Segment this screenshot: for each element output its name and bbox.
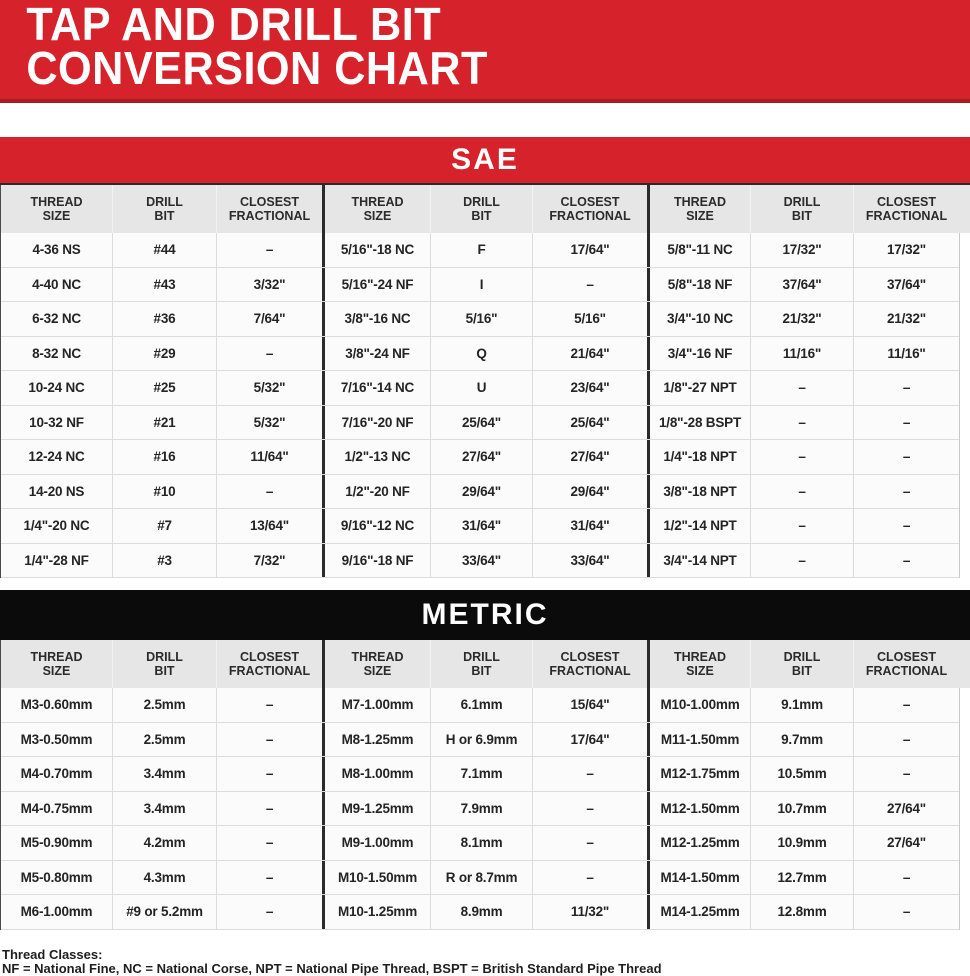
table-cell: – xyxy=(853,723,959,757)
table-cell: M4-0.75mm xyxy=(20,800,93,816)
table-cell: 1/2"-14 NPT xyxy=(647,509,750,543)
table-cell: 33/64" xyxy=(532,544,647,578)
table-cell: #7 xyxy=(112,509,216,543)
table-cell: 4.3mm xyxy=(112,861,216,895)
table-cell: #36 xyxy=(112,302,216,336)
column-header-closest-fractional: CLOSEST FRACTIONAL xyxy=(532,640,647,688)
section-header-metric xyxy=(0,590,970,640)
table-cell: 5/8"-11 NC xyxy=(647,233,750,267)
table-cell: 3/8"-18 NPT xyxy=(647,475,750,509)
table-cell: – xyxy=(216,895,322,929)
table-cell: 12.7mm xyxy=(750,861,853,895)
table-cell: 10.5mm xyxy=(750,757,853,791)
footnote-heading: Thread Classes: xyxy=(2,947,103,962)
table-cell: 3/32" xyxy=(216,268,322,302)
table-row xyxy=(1,826,959,861)
header-right-extension xyxy=(958,185,970,233)
column-header-drill-bit: DRILL BIT xyxy=(112,640,216,688)
table-cell: – xyxy=(750,406,853,440)
table-cell: – xyxy=(853,406,959,440)
column-header-thread-size: THREAD SIZE xyxy=(322,640,430,688)
table-cell: R or 8.7mm xyxy=(430,861,532,895)
table-cell: 11/64" xyxy=(216,440,322,474)
table-cell: 1/4"-18 NPT xyxy=(647,440,750,474)
table-cell: #3 xyxy=(112,544,216,578)
table-cell: M9-1.00mm xyxy=(322,826,430,860)
table-cell: M10-1.25mm xyxy=(322,895,430,929)
table-cell: 8.9mm xyxy=(430,895,532,929)
table-cell: 3/4"-16 NF xyxy=(647,337,750,371)
table-cell: M12-1.50mm xyxy=(647,792,750,826)
table-cell: – xyxy=(216,688,322,722)
table-cell: 1/2"-13 NC xyxy=(322,440,430,474)
table-row xyxy=(1,302,959,337)
table-cell: M8-1.25mm xyxy=(322,723,430,757)
table-cell: 7.1mm xyxy=(430,757,532,791)
header-right-extension xyxy=(958,640,970,688)
table-cell: 31/64" xyxy=(532,509,647,543)
column-header-thread-size: THREAD SIZE xyxy=(647,640,750,688)
table-cell: 1/2"-20 NF xyxy=(322,475,430,509)
table-cell: – xyxy=(853,371,959,405)
table-cell: #43 xyxy=(112,268,216,302)
table-cell: 5/32" xyxy=(216,371,322,405)
table-cell: M5-0.80mm xyxy=(20,869,93,885)
table-cell: 5/8"-18 NF xyxy=(647,268,750,302)
table-cell: M9-1.25mm xyxy=(322,792,430,826)
table-cell: M4-0.70mm xyxy=(20,766,93,782)
table-cell: 12.8mm xyxy=(750,895,853,929)
table-cell: 17/32" xyxy=(750,233,853,267)
table-cell: M10-1.00mm xyxy=(647,688,750,722)
table-cell: – xyxy=(216,233,322,267)
table-cell: 10-32 NF xyxy=(29,414,84,430)
table-cell: 17/64" xyxy=(532,233,647,267)
table-cell: 11/32" xyxy=(532,895,647,929)
table-cell: 25/64" xyxy=(532,406,647,440)
table-cell: Q xyxy=(430,337,532,371)
table-cell: M3-0.60mm xyxy=(20,697,93,713)
table-cell: 1/8"-28 BSPT xyxy=(647,406,750,440)
table-row xyxy=(1,268,959,303)
table-cell: – xyxy=(853,688,959,722)
table-cell: – xyxy=(216,475,322,509)
table-cell: 29/64" xyxy=(532,475,647,509)
table-cell: M11-1.50mm xyxy=(647,723,750,757)
table-cell: M5-0.90mm xyxy=(20,835,93,851)
table-row xyxy=(1,544,959,579)
column-header-closest-fractional: CLOSEST FRACTIONAL xyxy=(216,185,322,233)
table-cell: M14-1.25mm xyxy=(647,895,750,929)
table-cell: #25 xyxy=(112,371,216,405)
table-cell: 7/16"-14 NC xyxy=(322,371,430,405)
table-cell: 9/16"-18 NF xyxy=(322,544,430,578)
table-cell: 1/4"-28 NF xyxy=(24,552,89,568)
table-cell: 37/64" xyxy=(853,268,959,302)
column-header-drill-bit: DRILL BIT xyxy=(750,640,853,688)
page-title xyxy=(0,0,912,94)
table-cell: – xyxy=(532,757,647,791)
footnote-definitions: NF = National Fine, NC = National Corse, NPT = National Pipe Thread, BSPT = British Standard Pipe Thread xyxy=(2,961,662,976)
table-cell: 23/64" xyxy=(532,371,647,405)
table-cell: #16 xyxy=(112,440,216,474)
column-header-drill-bit: DRILL BIT xyxy=(430,640,532,688)
table-cell: M6-1.00mm xyxy=(20,904,93,920)
table-cell: 17/32" xyxy=(853,233,959,267)
table-cell: – xyxy=(532,826,647,860)
metric-table-body xyxy=(1,688,959,930)
table-cell: – xyxy=(853,544,959,578)
table-cell: 1/8"-27 NPT xyxy=(647,371,750,405)
table-cell: 9.7mm xyxy=(750,723,853,757)
table-cell: 3/8"-24 NF xyxy=(322,337,430,371)
table-cell: – xyxy=(750,475,853,509)
table-cell: – xyxy=(853,895,959,929)
table-cell: – xyxy=(216,757,322,791)
sae-section xyxy=(0,137,970,578)
table-row xyxy=(1,371,959,406)
column-header-drill-bit: DRILL BIT xyxy=(750,185,853,233)
metric-table-header-row xyxy=(1,640,959,688)
table-cell: 10.7mm xyxy=(750,792,853,826)
table-cell: U xyxy=(430,371,532,405)
table-cell: 21/64" xyxy=(532,337,647,371)
table-cell: 37/64" xyxy=(750,268,853,302)
table-row xyxy=(1,688,959,723)
table-cell: – xyxy=(216,861,322,895)
table-cell: 9/16"-12 NC xyxy=(322,509,430,543)
column-header-thread-size: THREAD SIZE xyxy=(647,185,750,233)
table-cell: 2.5mm xyxy=(112,723,216,757)
page-title-line1: TAP AND DRILL BIT xyxy=(26,0,442,50)
table-cell: 27/64" xyxy=(532,440,647,474)
table-row xyxy=(1,723,959,758)
column-header-closest-fractional: CLOSEST FRACTIONAL xyxy=(532,185,647,233)
table-row xyxy=(1,509,959,544)
metric-table xyxy=(0,640,960,930)
table-row xyxy=(1,861,959,896)
table-cell: M12-1.25mm xyxy=(647,826,750,860)
table-cell: 12-24 NC xyxy=(28,449,85,465)
table-cell: – xyxy=(853,861,959,895)
sae-table xyxy=(0,185,960,578)
table-cell: I xyxy=(430,268,532,302)
table-cell: 1/4"-20 NC xyxy=(23,518,90,534)
table-cell: M7-1.00mm xyxy=(322,688,430,722)
table-cell: 21/32" xyxy=(853,302,959,336)
table-cell: F xyxy=(430,233,532,267)
table-cell: 7/32" xyxy=(216,544,322,578)
table-row xyxy=(1,895,959,930)
table-cell: 8.1mm xyxy=(430,826,532,860)
column-header-drill-bit: DRILL BIT xyxy=(112,185,216,233)
table-cell: #21 xyxy=(112,406,216,440)
table-row xyxy=(1,757,959,792)
column-header-thread-size: THREAD SIZE xyxy=(30,195,83,223)
table-cell: #10 xyxy=(112,475,216,509)
table-cell: 7/64" xyxy=(216,302,322,336)
table-cell: 7/16"-20 NF xyxy=(322,406,430,440)
table-cell: – xyxy=(853,475,959,509)
table-cell: 3.4mm xyxy=(112,757,216,791)
metric-section xyxy=(0,590,970,930)
table-cell: – xyxy=(216,792,322,826)
table-cell: – xyxy=(853,440,959,474)
table-cell: 3.4mm xyxy=(112,792,216,826)
table-cell: #44 xyxy=(112,233,216,267)
table-cell: 33/64" xyxy=(430,544,532,578)
table-cell: – xyxy=(532,861,647,895)
table-cell: – xyxy=(750,544,853,578)
footnote-thread-classes xyxy=(2,948,662,976)
table-cell: 5/32" xyxy=(216,406,322,440)
section-header-sae xyxy=(0,137,970,185)
section-header-metric-label: METRIC xyxy=(421,598,549,631)
table-cell: – xyxy=(216,723,322,757)
table-cell: 11/16" xyxy=(853,337,959,371)
table-cell: 9.1mm xyxy=(750,688,853,722)
table-cell: M8-1.00mm xyxy=(322,757,430,791)
column-header-closest-fractional: CLOSEST FRACTIONAL xyxy=(853,185,959,233)
table-cell: 29/64" xyxy=(430,475,532,509)
table-cell: 27/64" xyxy=(853,826,959,860)
table-cell: 27/64" xyxy=(853,792,959,826)
table-row xyxy=(1,337,959,372)
page-banner xyxy=(0,0,970,103)
table-cell: #29 xyxy=(112,337,216,371)
table-cell: 13/64" xyxy=(216,509,322,543)
table-cell: – xyxy=(750,440,853,474)
table-cell: 14-20 NS xyxy=(28,483,85,499)
table-cell: 31/64" xyxy=(430,509,532,543)
table-row xyxy=(1,475,959,510)
table-cell: 17/64" xyxy=(532,723,647,757)
table-cell: 25/64" xyxy=(430,406,532,440)
section-header-sae-label: SAE xyxy=(451,143,519,176)
column-header-drill-bit: DRILL BIT xyxy=(430,185,532,233)
table-cell: 21/32" xyxy=(750,302,853,336)
table-row xyxy=(1,792,959,827)
column-header-closest-fractional: CLOSEST FRACTIONAL xyxy=(216,640,322,688)
table-cell: M12-1.75mm xyxy=(647,757,750,791)
table-cell: 5/16"-24 NF xyxy=(322,268,430,302)
table-cell: 7.9mm xyxy=(430,792,532,826)
table-cell: #9 or 5.2mm xyxy=(112,895,216,929)
table-cell: 8-32 NC xyxy=(32,345,81,361)
table-cell: – xyxy=(853,509,959,543)
table-cell: 6.1mm xyxy=(430,688,532,722)
table-cell: 10.9mm xyxy=(750,826,853,860)
table-cell: – xyxy=(750,371,853,405)
table-cell: 4.2mm xyxy=(112,826,216,860)
table-cell: 10-24 NC xyxy=(28,380,85,396)
table-cell: M14-1.50mm xyxy=(647,861,750,895)
column-header-closest-fractional: CLOSEST FRACTIONAL xyxy=(853,640,959,688)
table-cell: 3/4"-14 NPT xyxy=(647,544,750,578)
table-cell: – xyxy=(216,337,322,371)
table-cell: M10-1.50mm xyxy=(322,861,430,895)
table-cell: 4-40 NC xyxy=(32,276,81,292)
table-row xyxy=(1,233,959,268)
column-header-thread-size: THREAD SIZE xyxy=(322,185,430,233)
table-cell: 5/16"-18 NC xyxy=(322,233,430,267)
table-cell: 2.5mm xyxy=(112,688,216,722)
table-row xyxy=(1,406,959,441)
table-cell: – xyxy=(532,792,647,826)
table-cell: 5/16" xyxy=(532,302,647,336)
table-cell: 4-36 NS xyxy=(32,242,81,258)
table-cell: 11/16" xyxy=(750,337,853,371)
table-cell: 3/4"-10 NC xyxy=(647,302,750,336)
table-cell: 5/16" xyxy=(430,302,532,336)
sae-table-header-row xyxy=(1,185,959,233)
table-cell: – xyxy=(216,826,322,860)
page-title-line2: CONVERSION CHART xyxy=(26,42,488,94)
table-cell: – xyxy=(750,509,853,543)
table-cell: H or 6.9mm xyxy=(430,723,532,757)
table-cell: M3-0.50mm xyxy=(20,731,93,747)
table-cell: 15/64" xyxy=(532,688,647,722)
sae-table-body xyxy=(1,233,959,578)
table-cell: 27/64" xyxy=(430,440,532,474)
table-cell: 6-32 NC xyxy=(32,311,81,327)
table-cell: 3/8"-16 NC xyxy=(322,302,430,336)
column-header-thread-size: THREAD SIZE xyxy=(30,650,83,678)
table-cell: – xyxy=(853,757,959,791)
table-row xyxy=(1,440,959,475)
table-cell: – xyxy=(532,268,647,302)
